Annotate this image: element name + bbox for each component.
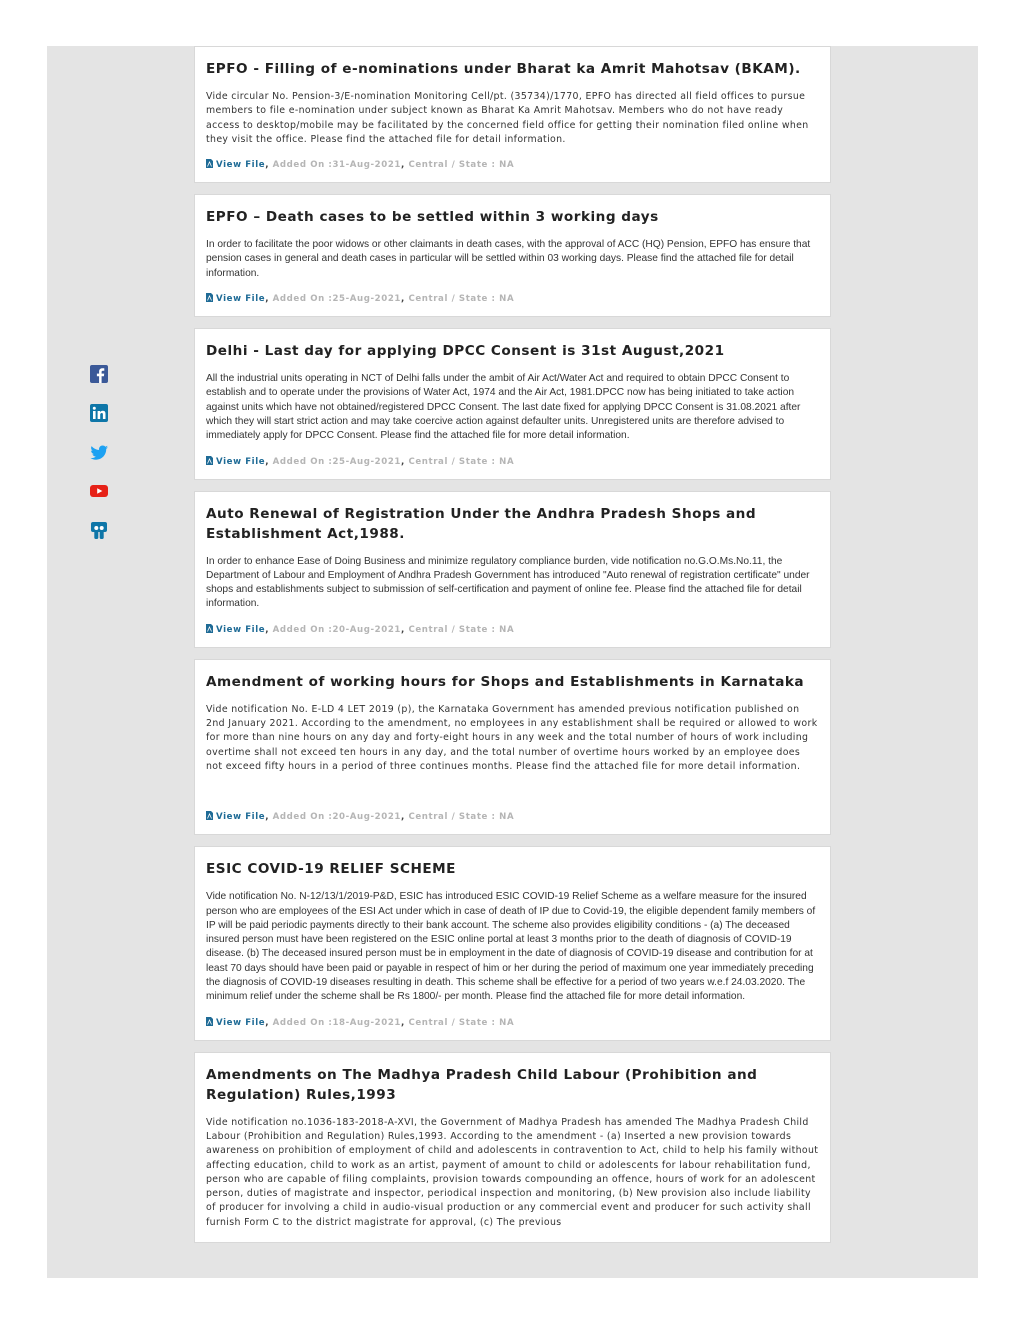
news-card	[194, 328, 831, 479]
slideshare-icon[interactable]	[88, 519, 110, 541]
news-body: Vide notification no.1036-183-2018-A-XVI, the Government of Madhya Pradesh has amended The Madhya Pradesh Child Labour (Prohibition and Regulation) Rules,1993. According to the amendment - (a) Inserted a new provision towards awareness on prohibition of employment of child and adolescents in contravention to Act, child to help his family without affecting education, child to work as an artist, payment of amount to child or adolescents for labour rehabilitation fund, person who are capable of filing complaints, provision towards compounding an offence, hours of work for an adolescent person, duties of magistrate and inspector, periodical inspection and monitoring, (b) New provision also include liability of producer for involving a child in audio-visual production or any commercial event and producer for such activity shall furnish Form C to the district magistrate for approval, (c) The previous	[206, 1116, 819, 1228]
separator: ,	[265, 812, 270, 823]
news-card	[194, 46, 831, 183]
social-share-bar	[88, 363, 110, 541]
separator: ,	[265, 294, 270, 305]
separator: ,	[400, 812, 405, 823]
pdf-file-icon	[206, 293, 213, 302]
facebook-icon[interactable]	[88, 363, 110, 385]
added-on-date: Added On :31-Aug-2021	[272, 160, 401, 171]
added-on-date: Added On :25-Aug-2021	[272, 294, 401, 305]
news-body: All the industrial units operating in NCT of Delhi falls under the ambit of Air Act/Water Act and required to obtain DPCC Consent to establish and to operate under the provisions of Water Act, 1974 and the Air Act, 1981.DPCC now has being initiated to take action against units which have not obtained/registered DPCC Consent. The last date fixed for applying DPCC Consent is 31.08.2021 after which they will start strict action and may take coercive action against defaulter units. Unregistered units are therefore advised to immediately apply for DPCC Consent. Please find the attached file for more detail information.	[206, 373, 801, 442]
added-on-date: Added On :20-Aug-2021	[272, 812, 401, 823]
separator: ,	[400, 1017, 405, 1028]
news-card	[194, 659, 831, 835]
youtube-icon[interactable]	[88, 480, 110, 502]
view-file-link[interactable]: View File	[216, 812, 266, 823]
news-meta	[206, 1017, 819, 1028]
news-body: In order to facilitate the poor widows or other claimants in death cases, with the approval of ACC (HQ) Pension, EPFO has ensure that pension cases in general and death cases in particular will be settled within 03 working days. Please find the attached file for detail information.	[206, 239, 811, 279]
separator: ,	[265, 456, 270, 467]
view-file-link[interactable]: View File	[216, 456, 266, 467]
news-meta	[206, 159, 819, 170]
news-meta	[206, 456, 819, 467]
pdf-file-icon	[206, 159, 213, 168]
separator: ,	[400, 160, 405, 171]
scope-label: Central / State : NA	[408, 160, 515, 171]
pdf-file-icon	[206, 624, 213, 633]
news-body: Vide notification No. N-12/13/1/2019-P&D, ESIC has introduced ESIC COVID-19 Relief Scheme as a welfare measure for the insured person who are employees of the ESI Act under which in case of death of IP due to Covid-19, the eligible dependent family members of IP will be paid periodic payments directly to their bank account. The scheme also provides eligibility conditions - (a) The deceased insured person must have been registered on the ESIC online portal at least 3 months prior to the death of diagnosis of COVID-19 disease. (b) The deceased insured person must be in employment in the date of diagnosis of COVID-19 disease and contribution for at least 70 days should have been paid or payable in respect of him or her during the period of maximum one year immediately preceding the diagnosis of COVID-19 diseases resulting in death. This scheme shall be effective for a period of two years w.e.f 24.03.2020. The minimum relief under the scheme shall be Rs 1800/- per month. Please find the attached file for more detail information.	[206, 891, 816, 1003]
view-file-link[interactable]: View File	[216, 294, 266, 305]
separator: ,	[400, 456, 405, 467]
scope-label: Central / State : NA	[408, 812, 515, 823]
scope-label: Central / State : NA	[408, 624, 515, 635]
news-title: Amendment of working hours for Shops and Establishments in Karnataka	[206, 673, 805, 690]
view-file-link[interactable]: View File	[216, 1017, 266, 1028]
added-on-date: Added On :20-Aug-2021	[272, 624, 401, 635]
news-body: In order to enhance Ease of Doing Business and minimize regulatory compliance burden, vide notification no.G.O.Ms.No.11, the Department of Labour and Employment of Andhra Pradesh Government has introduced "Auto renewal of registration certificate" under shops and establishments subject to submission of self-certification and payment of online fee. Please find the attached file for detail information.	[206, 555, 810, 610]
linkedin-icon[interactable]	[88, 402, 110, 424]
scope-label: Central / State : NA	[408, 294, 515, 305]
separator: ,	[400, 294, 405, 305]
news-title: EPFO - Filling of e-nominations under Bharat ka Amrit Mahotsav (BKAM).	[206, 61, 801, 77]
news-meta	[206, 293, 819, 304]
news-card	[194, 491, 831, 648]
added-on-date: Added On :25-Aug-2021	[272, 456, 401, 467]
view-file-link[interactable]: View File	[216, 160, 266, 171]
news-title: Delhi - Last day for applying DPCC Consent is 31st August,2021	[206, 343, 725, 360]
view-file-link[interactable]: View File	[216, 624, 266, 635]
news-meta	[206, 624, 819, 635]
separator: ,	[265, 160, 270, 171]
news-title: EPFO – Death cases to be settled within 3 working days	[206, 209, 659, 226]
news-meta	[206, 811, 819, 822]
news-card	[194, 1052, 831, 1243]
news-title: Auto Renewal of Registration Under the Andhra Pradesh Shops and Establishment Act,1988.	[206, 505, 757, 542]
pdf-file-icon	[206, 1017, 213, 1026]
news-card	[194, 194, 831, 317]
scope-label: Central / State : NA	[408, 456, 515, 467]
news-body: Vide circular No. Pension-3/E-nomination Monitoring Cell/pt. (35734)/1770, EPFO has directed all field offices to pursue members to file e-nomination under subject known as Bharat Ka Amrit Mahotsav. Members who do not have ready access to desktop/mobile may be facilitated by the concerned field office for getting their nomination filed online when they visit the office. Please find the attached file for detail information.	[206, 91, 809, 145]
news-title: Amendments on The Madhya Pradesh Child Labour (Prohibition and Regulation) Rules,1993	[206, 1066, 758, 1103]
news-body: Vide notification No. E-LD 4 LET 2019 (p), the Karnataka Government has amended previous notification published on 2nd January 2021. According to the amendment, no employees in any establishment shall be required or allowed to work for more than nine hours on any day and forty-eight hours in any week and the total number of hours of work including overtime shall not exceed ten hours in any day, and the total number of overtime hours worked by an employee does not exceed fifty hours in a period of three continues months. Please find the attached file for more detail information.	[206, 703, 818, 772]
twitter-icon[interactable]	[88, 441, 110, 463]
news-feed	[194, 46, 831, 1254]
separator: ,	[265, 624, 270, 635]
news-card	[194, 846, 831, 1040]
separator: ,	[265, 1017, 270, 1028]
pdf-file-icon	[206, 811, 213, 820]
added-on-date: Added On :18-Aug-2021	[272, 1017, 401, 1028]
separator: ,	[400, 624, 405, 635]
scope-label: Central / State : NA	[408, 1017, 515, 1028]
pdf-file-icon	[206, 456, 213, 465]
news-title: ESIC COVID-19 RELIEF SCHEME	[206, 861, 456, 878]
